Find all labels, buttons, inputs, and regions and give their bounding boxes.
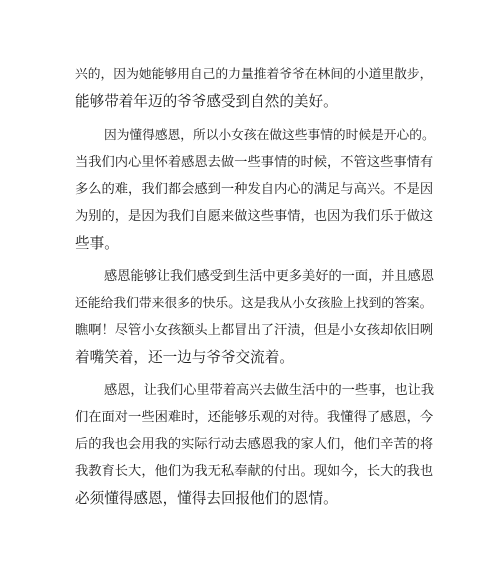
text-line: 我教育长大，他们为我无私奉献的付出。现如今，长大的我也 [75, 464, 434, 479]
text-line: 瞧啊！尽管小女孩额头上都冒出了汗渍，但是小女孩却依旧咧 [75, 323, 434, 338]
text-line: 们在面对一些困难时，还能够乐观的对待。我懂得了感恩，今 [75, 410, 434, 425]
text-line: 为别的，是因为我们自愿来做这些事情，也因为我们乐于做这 [75, 209, 434, 224]
text-line: 后的我也会用我的实际行动去感恩我的家人们，他们辛苦的将 [75, 437, 434, 452]
text-line: 兴的，因为她能够用自己的力量推着爷爷在林间的小道里散步， [75, 67, 433, 82]
text-line: 感恩能够让我们感受到生活中更多美好的一面，并且感恩 [104, 269, 435, 284]
text-line: 还能给我们带来很多的快乐。这是我从小女孩脸上找到的答案。 [75, 296, 433, 311]
text-line: 能够带着年迈的爷爷感受到自然的美好。 [75, 93, 338, 110]
text-line: 必须懂得感恩，懂得去回报他们的恩情。 [75, 490, 338, 507]
text-line: 着嘴笑着，还一边与爷爷交流着。 [75, 349, 294, 366]
text-line: 因为懂得感恩，所以小女孩在做这些事情的时候是开心的。 [104, 127, 435, 142]
text-line: 当我们内心里怀着感恩去做一些事情的时候，不管这些事情有 [75, 155, 434, 170]
text-line: 多么的难，我们都会感到一种发自内心的满足与高兴。不是因 [75, 182, 434, 197]
text-line: 感恩，让我们心里带着高兴去做生活中的一些事，也让我 [104, 383, 435, 398]
text-line: 些事。 [75, 235, 119, 252]
